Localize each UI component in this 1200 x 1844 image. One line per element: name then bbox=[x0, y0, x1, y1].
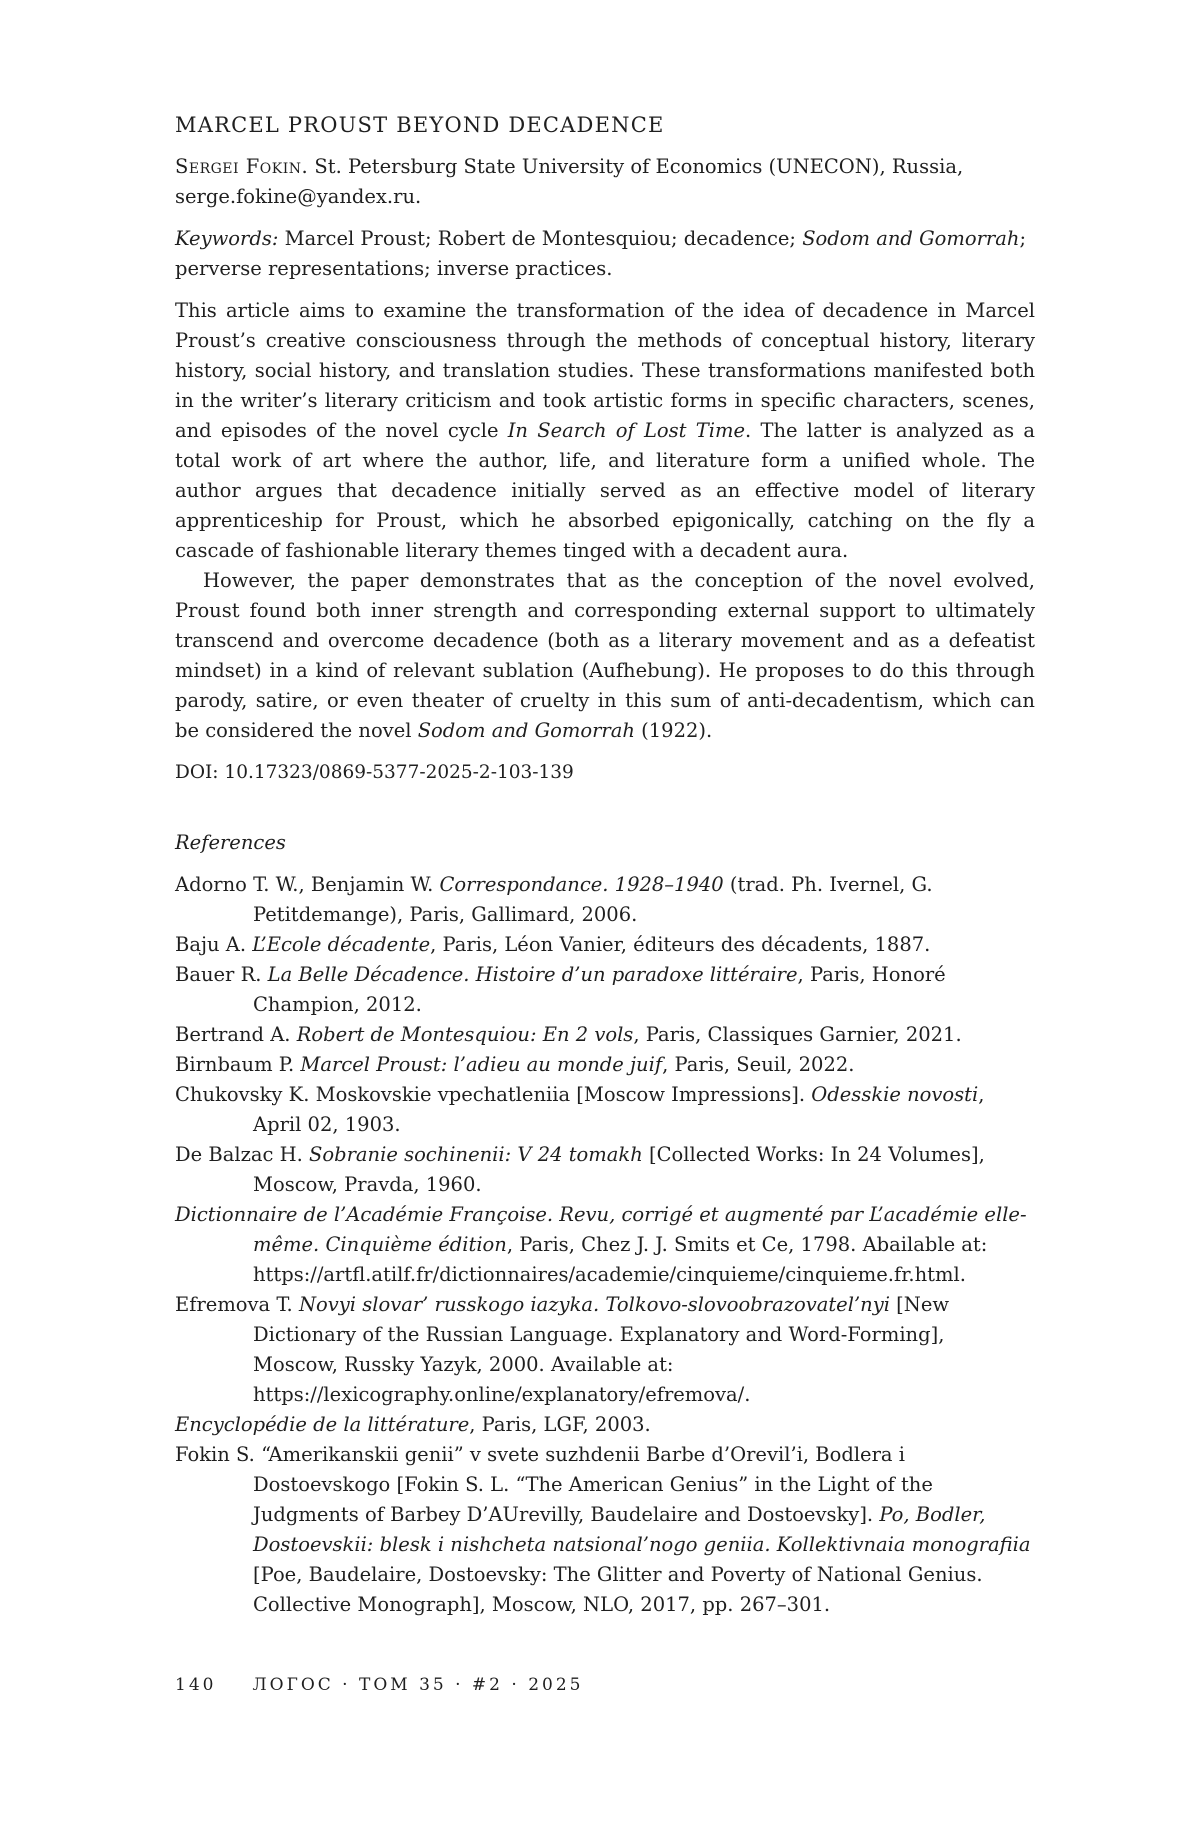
reference-text: , April 02, 1903. bbox=[253, 1083, 985, 1136]
reference-italic: Novyi slovar’ russkogo iazyka. Tolkovo-slovoobrazovatel’nyi bbox=[298, 1293, 890, 1316]
reference-text: , Paris, Honoré Champion, 2012. bbox=[253, 963, 946, 1016]
page-number: 140 bbox=[175, 1675, 217, 1695]
abstract bbox=[175, 296, 1035, 746]
reference-italic: Marcel Proust: l’adieu au monde juif bbox=[300, 1053, 663, 1076]
reference-text: Fokin S. “Amerikanskii genii” v svete suzhdenii Barbe d’Orevil’i, Bodlera i Dostoevskogo [Fokin S. L. “The American Genius” in the Light of the Judgments of Barbey D’AUrevilly, Baudelaire and Dostoevsky]. bbox=[175, 1443, 933, 1526]
author-line bbox=[175, 152, 1035, 212]
page-footer bbox=[175, 1675, 619, 1695]
reference-text: Chukovsky K. Moskovskie vpechatleniia [Moscow Impressions]. bbox=[175, 1083, 812, 1106]
reference-text: De Balzac H. bbox=[175, 1143, 309, 1166]
reference-italic: Robert de Montesquiou: En 2 vols bbox=[296, 1023, 634, 1046]
reference-text: Birnbaum P. bbox=[175, 1053, 301, 1076]
reference-italic: Correspondance. 1928–1940 bbox=[439, 873, 724, 896]
abstract-p2-text-b: (1922). bbox=[634, 719, 713, 742]
reference-item bbox=[175, 870, 1035, 930]
reference-italic: Po, Bodler, Dostoevskii: blesk i nishcheta natsional’nogo geniia. Kollektivnaia monografiia bbox=[253, 1503, 1031, 1556]
reference-italic: L’Ecole décadente bbox=[252, 933, 431, 956]
reference-item bbox=[175, 1140, 1035, 1200]
reference-text: Adorno T. W., Benjamin W. bbox=[175, 873, 440, 896]
keywords bbox=[175, 224, 1035, 284]
abstract-paragraph-1 bbox=[175, 296, 1035, 566]
author-name: Sergei Fokin. bbox=[175, 155, 309, 178]
doi-value: 10.17323/0869-5377-2025-2-103-139 bbox=[218, 762, 574, 783]
reference-italic: Dictionnaire de l’Académie Françoise. Revu, corrigé et augmenté par L’académie elle-même. Cinquième édition bbox=[175, 1203, 1027, 1256]
reference-italic: La Belle Décadence. Histoire d’un paradoxe littéraire bbox=[267, 963, 798, 986]
keywords-italic: Sodom and Gomorrah bbox=[802, 227, 1020, 250]
reference-item bbox=[175, 960, 1035, 1020]
keywords-text-a: Marcel Proust; Robert de Montesquiou; decadence; bbox=[278, 227, 803, 250]
reference-item bbox=[175, 1200, 1035, 1290]
reference-italic: Odesskie novosti bbox=[811, 1083, 979, 1106]
reference-item bbox=[175, 1290, 1035, 1410]
reference-text: [Poe, Baudelaire, Dostoevsky: The Glitter and Poverty of National Genius. Collective Monograph], Moscow, NLO, 2017, pp. 267–301. bbox=[253, 1563, 983, 1616]
article-title: MARCEL PROUST BEYOND DECADENCE bbox=[175, 113, 665, 137]
reference-italic: Sobranie sochinenii: V 24 tomakh bbox=[309, 1143, 643, 1166]
reference-text: , Paris, Chez J. J. Smits et Ce, 1798. Abailable at: https://artfl.atilf.fr/dictionnaires/academie/cinquieme/cinquieme.fr.html. bbox=[253, 1233, 988, 1286]
reference-text: , Paris, Léon Vanier, éditeurs des décadents, 1887. bbox=[430, 933, 931, 956]
reference-item bbox=[175, 1440, 1035, 1620]
doi bbox=[175, 758, 1035, 788]
references-heading: References bbox=[175, 831, 286, 854]
keywords-label: Keywords: bbox=[175, 227, 279, 250]
reference-text: [Collected Works: In 24 Volumes], Moscow, Pravda, 1960. bbox=[253, 1143, 985, 1196]
abstract-p2-italic: Sodom and Gomorrah bbox=[417, 719, 635, 742]
reference-item bbox=[175, 930, 1035, 960]
journal-running-head: ЛОГОС · ТОМ 35 · #2 · 2025 bbox=[252, 1675, 584, 1695]
article-page bbox=[175, 110, 1035, 1620]
references-list bbox=[175, 870, 1035, 1620]
reference-item bbox=[175, 1020, 1035, 1050]
abstract-p1-text-b: . The latter is analyzed as a total work of art where the author, life, and literature form a unified whole. The author argues that decadence initially served as an effective model of literary apprenticeship for Proust, which he absorbed epigonically, catching on the fly a cascade of fashionable literary themes tinged with a decadent aura. bbox=[175, 419, 1035, 562]
keywords-text-b: ; perverse representations; inverse practices. bbox=[175, 227, 1027, 280]
reference-text: Baju A. bbox=[175, 933, 253, 956]
reference-item bbox=[175, 1080, 1035, 1140]
reference-item bbox=[175, 1410, 1035, 1440]
reference-text: [New Dictionary of the Russian Language. Explanatory and Word-Forming], Moscow, Russky Yazyk, 2000. Available at: https://lexicography.online/explanatory/efremova/. bbox=[253, 1293, 950, 1406]
reference-text: Bertrand A. bbox=[175, 1023, 297, 1046]
reference-text: Bauer R. bbox=[175, 963, 268, 986]
doi-label: DOI: bbox=[175, 762, 219, 783]
reference-italic: Encyclopédie de la littérature bbox=[175, 1413, 470, 1436]
reference-text: , Paris, Classiques Garnier, 2021. bbox=[633, 1023, 962, 1046]
reference-text: (trad. Ph. Ivernel, G. Petitdemange), Paris, Gallimard, 2006. bbox=[253, 873, 933, 926]
abstract-p1-italic: In Search of Lost Time bbox=[507, 419, 746, 442]
reference-item bbox=[175, 1050, 1035, 1080]
author-affiliation: St. Petersburg State University of Economics (UNECON), Russia, serge.fokine@yandex.ru. bbox=[175, 155, 964, 208]
abstract-p2-text-a: However, the paper demonstrates that as the conception of the novel evolved, Proust found both inner strength and corresponding external support to ultimately transcend and overcome decadence (both as a literary movement and as a defeatist mindset) in a kind of relevant sublation (Aufhebung). He proposes to do this through parody, satire, or even theater of cruelty in this sum of anti-decadentism, which can be considered the novel bbox=[175, 569, 1035, 742]
abstract-p1-text-a: This article aims to examine the transformation of the idea of decadence in Marcel Proust’s creative consciousness through the methods of conceptual history, literary history, social history, and translation studies. These transformations manifested both in the writer’s literary criticism and took artistic forms in specific characters, scenes, and episodes of the novel cycle bbox=[175, 299, 1035, 442]
abstract-paragraph-2 bbox=[175, 566, 1035, 746]
reference-text: Efremova T. bbox=[175, 1293, 299, 1316]
reference-text: , Paris, LGF, 2003. bbox=[469, 1413, 651, 1436]
reference-text: , Paris, Seuil, 2022. bbox=[662, 1053, 855, 1076]
